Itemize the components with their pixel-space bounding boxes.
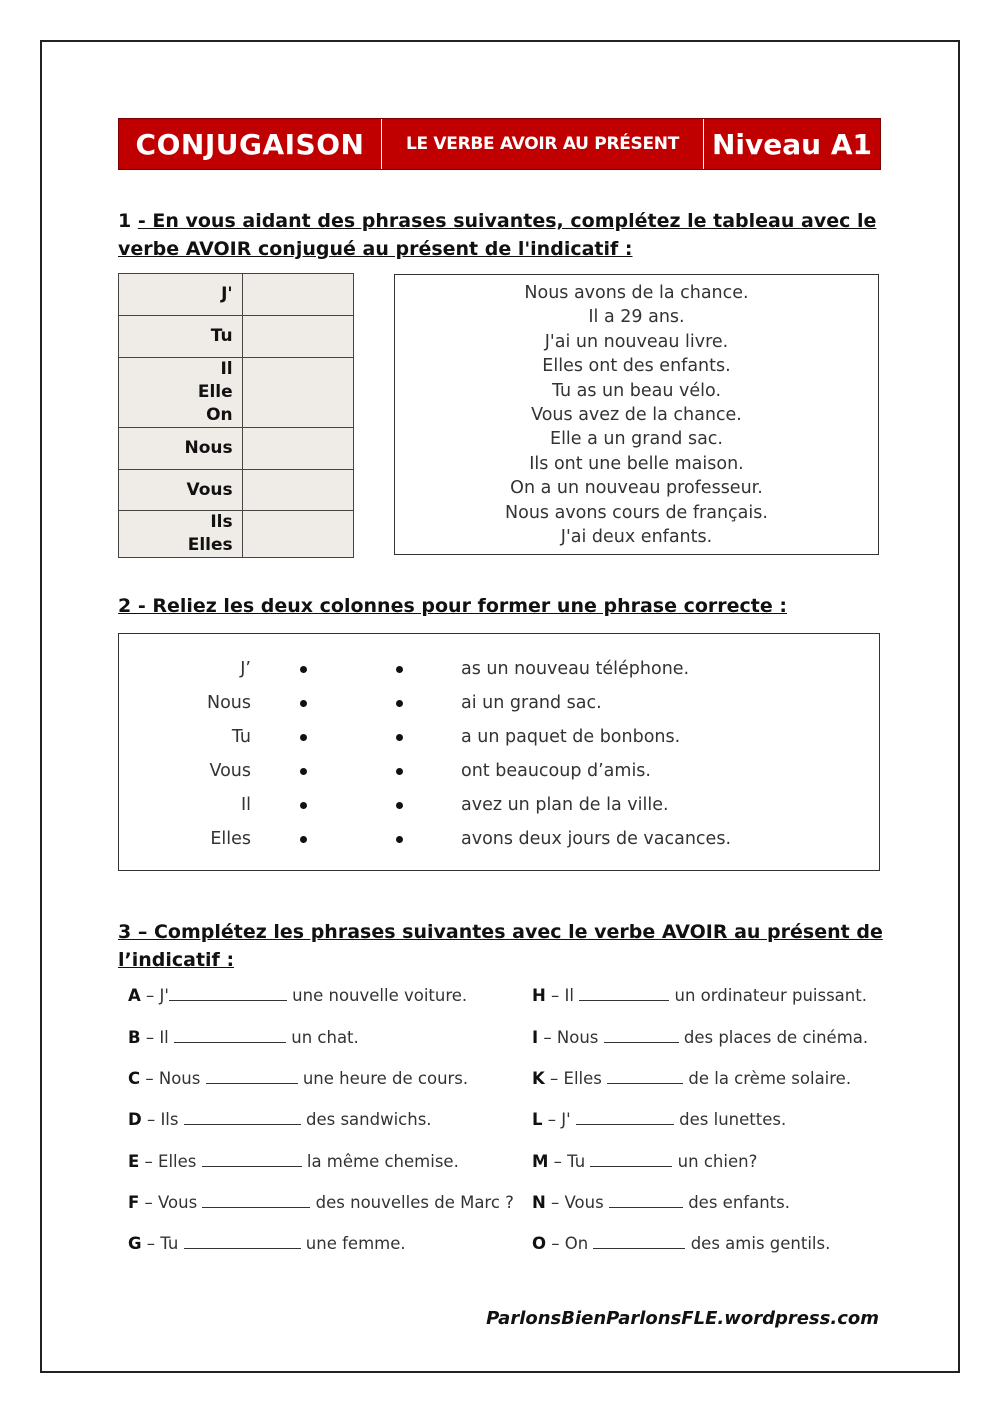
match-left: Vous — [209, 761, 251, 781]
answer-blank[interactable] — [202, 1151, 302, 1167]
answer-blank[interactable] — [590, 1151, 672, 1167]
exercise-item: H – Il un ordinateur puissant. — [532, 986, 867, 1005]
match-row — [119, 654, 879, 684]
table-row — [119, 358, 354, 428]
answer-blank[interactable] — [609, 1192, 683, 1208]
match-row — [119, 688, 879, 718]
match-right: ai un grand sac. — [461, 693, 602, 713]
answer-blank[interactable] — [202, 1192, 310, 1208]
pronoun-cell: Nous — [119, 428, 243, 470]
example-sentence: Elle a un grand sac. — [550, 429, 723, 450]
match-right: avez un plan de la ville. — [461, 795, 669, 815]
answer-blank[interactable] — [184, 1109, 301, 1125]
table-row — [119, 316, 354, 358]
answer-blank[interactable] — [604, 1027, 679, 1043]
match-dot-left[interactable] — [300, 768, 307, 775]
example-sentence: Il a 29 ans. — [588, 307, 685, 328]
example-sentence: Tu as un beau vélo. — [551, 380, 722, 401]
section1-text: - En vous aidant des phrases suivantes, complétez le tableau avec le verbe AVOIR conjugué au présent de l'indicatif : — [118, 210, 877, 260]
table-row — [119, 428, 354, 470]
exercise-item: F – Vous des nouvelles de Marc ? — [128, 1193, 514, 1212]
match-row — [119, 790, 879, 820]
match-dot-right[interactable] — [396, 666, 403, 673]
pronoun-cell: J' — [119, 274, 243, 316]
match-dot-left[interactable] — [300, 802, 307, 809]
section2-text: 2 - Reliez les deux colonnes pour former une phrase correcte : — [118, 595, 787, 617]
answer-blank[interactable] — [607, 1068, 683, 1084]
match-right: ont beaucoup d’amis. — [461, 761, 651, 781]
section2-instruction — [118, 592, 888, 620]
exercise-item: M – Tu un chien? — [532, 1152, 758, 1171]
pronoun-cell: Ils Elles — [119, 511, 243, 558]
match-right: avons deux jours de vacances. — [461, 829, 732, 849]
match-right: a un paquet de bonbons. — [461, 727, 681, 747]
example-sentence: Vous avez de la chance. — [531, 405, 742, 426]
pronoun-cell: Il Elle On — [119, 358, 243, 428]
example-sentence: J'ai deux enfants. — [560, 527, 713, 548]
match-row — [119, 722, 879, 752]
match-dot-left[interactable] — [300, 666, 307, 673]
match-row — [119, 756, 879, 786]
matching-box — [118, 633, 880, 871]
match-left: Il — [240, 795, 251, 815]
section1-instruction — [118, 207, 888, 263]
match-dot-right[interactable] — [396, 802, 403, 809]
answer-blank[interactable] — [169, 985, 287, 1001]
exercise-item: L – J' des lunettes. — [532, 1110, 787, 1129]
exercise-item: B – Il un chat. — [128, 1028, 359, 1047]
answer-cell[interactable] — [242, 470, 353, 511]
match-left: Nous — [206, 693, 251, 713]
answer-cell[interactable] — [242, 274, 353, 316]
exercise-item: C – Nous une heure de cours. — [128, 1069, 469, 1088]
header-level: Niveau A1 — [711, 127, 872, 161]
match-dot-right[interactable] — [396, 768, 403, 775]
table-row — [119, 470, 354, 511]
match-dot-left[interactable] — [300, 700, 307, 707]
example-sentence: On a un nouveau professeur. — [510, 478, 763, 499]
match-dot-left[interactable] — [300, 836, 307, 843]
match-dot-right[interactable] — [396, 734, 403, 741]
conjugation-table — [118, 273, 354, 558]
footer-source: ParlonsBienParlonsFLE.wordpress.com — [486, 1308, 879, 1329]
section3-instruction — [118, 918, 888, 974]
match-left: Elles — [210, 829, 251, 849]
exercise-item: O – On des amis gentils. — [532, 1234, 831, 1253]
header-banner — [118, 118, 881, 170]
header-subtitle: LE VERBE AVOIR AU PRÉSENT — [382, 119, 704, 169]
header-title: CONJUGAISON — [119, 119, 382, 169]
exercise-item: D – Ils des sandwichs. — [128, 1110, 432, 1129]
match-right: as un nouveau téléphone. — [461, 659, 690, 679]
example-sentences-box — [394, 274, 879, 555]
match-dot-left[interactable] — [300, 734, 307, 741]
exercise-item: E – Elles la même chemise. — [128, 1152, 459, 1171]
answer-cell[interactable] — [242, 358, 353, 428]
exercise-item: G – Tu une femme. — [128, 1234, 406, 1253]
match-dot-right[interactable] — [396, 836, 403, 843]
match-row — [119, 824, 879, 854]
match-dot-right[interactable] — [396, 700, 403, 707]
example-sentence: J'ai un nouveau livre. — [544, 331, 729, 352]
table-row — [119, 511, 354, 558]
table-row — [119, 274, 354, 316]
answer-blank[interactable] — [184, 1233, 301, 1249]
answer-blank[interactable] — [576, 1109, 674, 1125]
example-sentence: Elles ont des enfants. — [542, 356, 731, 377]
pronoun-cell: Vous — [119, 470, 243, 511]
answer-blank[interactable] — [206, 1068, 298, 1084]
exercise-item: K – Elles de la crème solaire. — [532, 1069, 852, 1088]
answer-cell[interactable] — [242, 428, 353, 470]
match-left: Tu — [231, 727, 251, 747]
answer-blank[interactable] — [579, 985, 669, 1001]
example-sentence: Nous avons de la chance. — [524, 283, 749, 303]
answer-blank[interactable] — [174, 1027, 286, 1043]
match-left: J’ — [240, 659, 251, 679]
example-sentence: Ils ont une belle maison. — [529, 453, 744, 474]
answer-cell[interactable] — [242, 511, 353, 558]
pronoun-cell: Tu — [119, 316, 243, 358]
answer-cell[interactable] — [242, 316, 353, 358]
exercise-item: A – J' une nouvelle voiture. — [128, 986, 468, 1005]
exercise-item: N – Vous des enfants. — [532, 1193, 790, 1212]
exercise-item: I – Nous des places de cinéma. — [532, 1028, 869, 1047]
section1-number: 1 — [118, 210, 132, 232]
answer-blank[interactable] — [593, 1233, 685, 1249]
example-sentence: Nous avons cours de français. — [505, 502, 768, 523]
section3-text: 3 – Complétez les phrases suivantes avec le verbe AVOIR au présent de l’indicatif : — [118, 921, 883, 971]
